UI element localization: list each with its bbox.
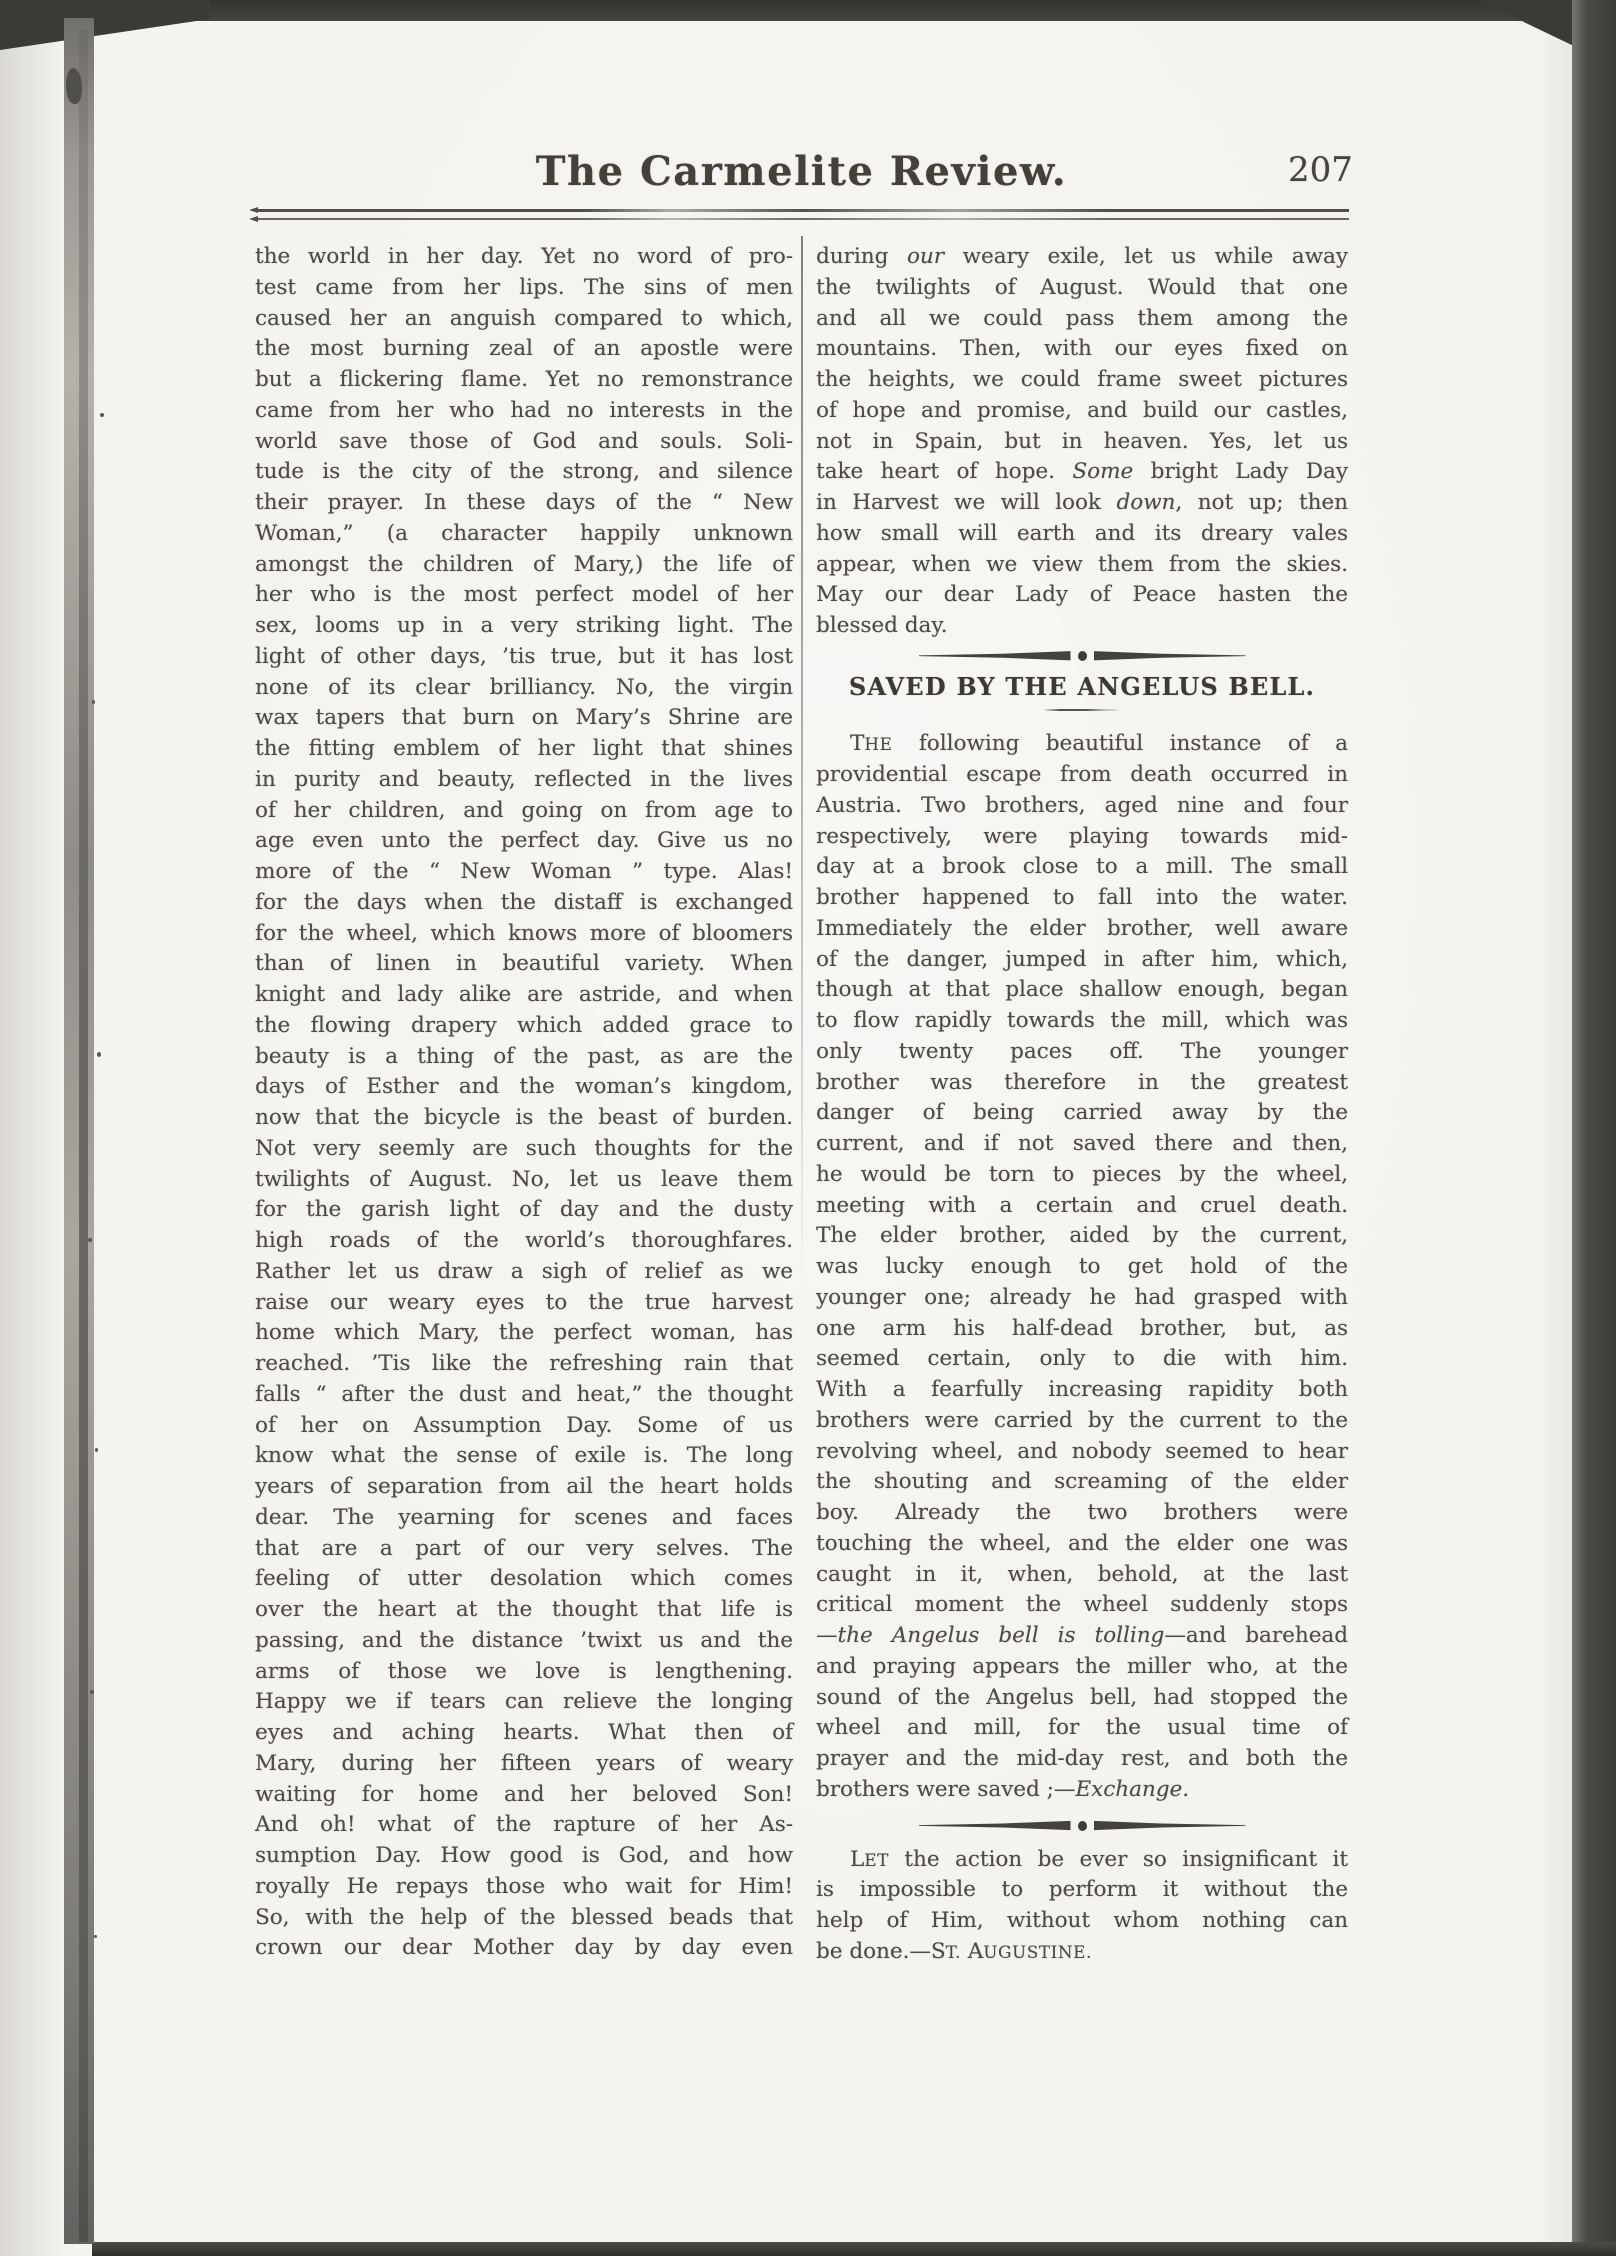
heading-underline-rule: [1045, 709, 1119, 712]
ornament-right-flourish: [1094, 1821, 1246, 1831]
text-line: was lucky enough to get hold of the: [816, 1254, 1348, 1279]
text-line: the shouting and screaming of the elder: [816, 1469, 1348, 1495]
text-line: respectively, were playing towards mid-: [816, 823, 1348, 849]
ink-speck: [97, 1052, 101, 1057]
text-line: sex, looms up in a very striking light. The: [255, 613, 793, 638]
text-line: younger one; already he had grasped with: [816, 1284, 1348, 1310]
text-line: Immediately the elder brother, well aware: [816, 915, 1348, 941]
text-line: he would be torn to pieces by the wheel,: [816, 1161, 1348, 1187]
text-line: Woman,” (a character happily unknown: [255, 520, 793, 546]
text-line: Mary, during her fifteen years of weary: [255, 1750, 793, 1776]
text-line: and praying appears the miller who, at the: [816, 1653, 1348, 1679]
text-line: prayer and the mid-day rest, and both the: [816, 1746, 1348, 1771]
text-line: for the days when the distaff is exchanged: [255, 889, 793, 915]
text-line: the flowing drapery which added grace to: [255, 1012, 793, 1038]
scan-right-edge: [1572, 0, 1616, 2256]
text-line: not in Spain, but in heaven. Yes, let us: [816, 428, 1348, 454]
text-line: sumption Day. How good is God, and how: [255, 1843, 793, 1868]
text-line: now that the bicycle is the beast of burden.: [255, 1105, 793, 1130]
text-line: seemed certain, only to die with him.: [816, 1346, 1348, 1372]
text-line: Rather let us draw a sigh of relief as we: [255, 1258, 793, 1284]
text-line: blessed day.: [816, 613, 948, 638]
text-line: how small will earth and its dreary vales: [816, 520, 1348, 546]
text-line: revolving wheel, and nobody seemed to hear: [816, 1438, 1348, 1464]
text-line: amongst the children of Mary,) the life of: [255, 551, 793, 577]
journal-title: The Carmelite Review.: [535, 148, 1068, 195]
ornament-left-flourish: [919, 651, 1071, 661]
ink-speck: [66, 68, 82, 104]
ornament-right-flourish: [1094, 651, 1246, 661]
text-line: day at a brook close to a mill. The small: [816, 854, 1348, 880]
text-line: than of linen in beautiful variety. When: [255, 951, 793, 977]
text-line: feeling of utter desolation which comes: [255, 1566, 793, 1592]
text-line: brothers were carried by the current to the: [816, 1407, 1348, 1433]
page-header: [255, 148, 1348, 195]
text-line: raise our weary eyes to the true harvest: [255, 1289, 793, 1315]
text-line: that are a part of our very selves. The: [255, 1535, 793, 1561]
text-line: dear. The yearning for scenes and faces: [255, 1504, 793, 1530]
text-line: brother happened to fall into the water.: [816, 885, 1348, 910]
text-line: in Harvest we will look down, not up; then: [816, 490, 1349, 515]
scan-top-edge: [0, 0, 1616, 21]
text-line: brothers were saved ;—Exchange.: [816, 1776, 1190, 1802]
ink-speck: [90, 1690, 94, 1694]
text-line: LET the action be ever so insignificant it: [850, 1846, 1348, 1872]
text-line: arms of those we love is lengthening.: [255, 1658, 793, 1684]
text-line: Austria. Two brothers, aged nine and four: [816, 792, 1348, 818]
ornament-center-dot: [1078, 1821, 1087, 1831]
text-line: over the heart at the thought that life is: [255, 1597, 793, 1622]
text-line: caught in it, when, behold, at the last: [816, 1561, 1348, 1587]
text-line: light of other days, ’tis true, but it has lost: [255, 643, 793, 669]
text-line: touching the wheel, and the elder one was: [816, 1530, 1348, 1556]
text-line: the twilights of August. Would that one: [816, 274, 1348, 300]
text-line: home which Mary, the perfect woman, has: [255, 1320, 793, 1346]
ink-speck: [100, 413, 104, 417]
ornament-center-dot: [1078, 651, 1087, 661]
text-line: take heart of hope. Some bright Lady Day: [816, 459, 1348, 485]
text-line: for the wheel, which knows more of bloomers: [255, 920, 793, 946]
text-line: only twenty paces off. The younger: [816, 1038, 1348, 1064]
text-line: days of Esther and the woman’s kingdom,: [255, 1074, 793, 1100]
scan-top-right-shadow: [1478, 0, 1578, 48]
text-line: the heights, we could frame sweet pictures: [816, 367, 1348, 392]
book-binding-shadow: [79, 30, 88, 2242]
text-line: appear, when we view them from the skies.: [816, 551, 1348, 577]
text-line: providential escape from death occurred in: [816, 762, 1348, 787]
text-line: the world in her day. Yet no word of pro-: [255, 244, 793, 269]
text-line: And oh! what of the rapture of her As-: [255, 1812, 793, 1838]
text-line: one arm his half-dead brother, but, as: [816, 1315, 1348, 1341]
text-line: twilights of August. No, let us leave them: [255, 1166, 793, 1192]
text-line: brother was therefore in the greatest: [816, 1069, 1348, 1095]
text-line: her who is the most perfect model of her: [255, 582, 793, 608]
text-line: So, with the help of the blessed beads that: [255, 1904, 793, 1930]
text-line: but a flickering flame. Yet no remonstrance: [255, 367, 793, 392]
text-line: high roads of the world’s thoroughfares.: [255, 1228, 793, 1253]
text-line: more of the “ New Woman ” type. Alas!: [255, 859, 793, 884]
ink-speck: [88, 1238, 92, 1242]
text-line: beauty is a thing of the past, as are the: [255, 1043, 793, 1069]
text-line: Not very seemly are such thoughts for the: [255, 1135, 793, 1161]
text-line: caused her an anguish compared to which,: [255, 305, 793, 331]
right-column: [816, 242, 1348, 1968]
right-column-paragraph-2: [816, 729, 1348, 1805]
text-line: test came from her lips. The sins of men: [255, 274, 793, 300]
text-line: wheel and mill, for the usual time of: [816, 1715, 1348, 1741]
page-number: 207: [1288, 150, 1353, 190]
text-line: May our dear Lady of Peace hasten the: [816, 582, 1348, 608]
text-line: during our weary exile, let us while away: [816, 244, 1348, 269]
text-line: THE following beautiful instance of a: [850, 731, 1348, 757]
text-line: crown our dear Mother day by day even: [255, 1935, 793, 1961]
text-line: of her on Assumption Day. Some of us: [255, 1412, 793, 1438]
text-line: help of Him, without whom nothing can: [816, 1908, 1348, 1933]
text-line: wax tapers that burn on Mary’s Shrine are: [255, 705, 793, 731]
article-heading: SAVED BY THE ANGELUS BELL.: [848, 671, 1316, 701]
text-line: the fitting emblem of her light that shines: [255, 736, 793, 761]
text-line: Happy we if tears can relieve the longing: [255, 1689, 793, 1715]
text-line: mountains. Then, with our eyes fixed on: [816, 336, 1348, 362]
text-line: falls “ after the dust and heat,” the thought: [255, 1381, 793, 1407]
text-line: reached. ’Tis like the refreshing rain that: [255, 1351, 793, 1376]
scan-bottom-edge: [92, 2242, 1616, 2256]
column-divider-rule: [801, 236, 803, 1291]
text-line: The elder brother, aided by the current,: [816, 1223, 1348, 1249]
text-line: of the danger, jumped in after him, which,: [816, 946, 1348, 972]
text-line: came from her who had no interests in the: [255, 397, 793, 423]
text-line: critical moment the wheel suddenly stops: [816, 1592, 1348, 1618]
right-column-paragraph-3: [816, 1845, 1348, 1968]
right-column-paragraph-1: [816, 242, 1348, 642]
text-line: royally He repays those who wait for Him!: [255, 1873, 793, 1899]
text-line: sound of the Angelus bell, had stopped the: [816, 1684, 1348, 1710]
text-line: of hope and promise, and build our castles,: [816, 397, 1348, 423]
left-column: [255, 242, 793, 1964]
text-line: boy. Already the two brothers were: [816, 1500, 1348, 1525]
ink-speck: [92, 700, 95, 704]
text-line: world save those of God and souls. Soli-: [255, 428, 793, 454]
text-line: and all we could pass them among the: [816, 305, 1348, 331]
text-line: current, and if not saved there and then,: [816, 1131, 1348, 1156]
text-line: danger of being carried away by the: [816, 1100, 1348, 1126]
text-line: years of separation from ail the heart holds: [255, 1474, 793, 1499]
section-divider-ornament: [816, 1820, 1348, 1832]
text-line: waiting for home and her beloved Son!: [255, 1781, 793, 1807]
ornament-left-flourish: [919, 1821, 1071, 1831]
scan-top-left-shadow: [0, 0, 210, 50]
text-line: for the garish light of day and the dusty: [255, 1197, 793, 1223]
text-line: in purity and beauty, reflected in the lives: [255, 766, 793, 792]
text-line: is impossible to perform it without the: [816, 1877, 1348, 1903]
ink-speck: [94, 1935, 97, 1938]
text-line: eyes and aching hearts. What then of: [255, 1720, 793, 1745]
text-line: though at that place shallow enough, began: [816, 977, 1348, 1003]
text-line: to flow rapidly towards the mill, which was: [816, 1008, 1348, 1033]
text-line: age even unto the perfect day. Give us no: [255, 828, 793, 854]
text-line: their prayer. In these days of the “ New: [255, 490, 793, 515]
text-line: meeting with a certain and cruel death.: [816, 1192, 1348, 1218]
text-line: be done.—ST. AUGUSTINE.: [816, 1938, 1092, 1964]
text-line: knight and lady alike are astride, and when: [255, 982, 793, 1007]
header-double-rule: [255, 209, 1349, 222]
ink-speck: [95, 1448, 98, 1452]
text-line: With a fearfully increasing rapidity both: [816, 1377, 1348, 1402]
text-line: tude is the city of the strong, and silence: [255, 459, 793, 485]
text-line: —the Angelus bell is tolling—and barehead: [816, 1623, 1348, 1648]
text-line: none of its clear brilliancy. No, the virgin: [255, 674, 793, 700]
text-line: the most burning zeal of an apostle were: [255, 336, 793, 362]
text-line: passing, and the distance ’twixt us and the: [255, 1627, 793, 1653]
section-divider-ornament: [816, 650, 1348, 662]
text-line: of her children, and going on from age to: [255, 797, 793, 823]
text-line: know what the sense of exile is. The long: [255, 1443, 793, 1469]
